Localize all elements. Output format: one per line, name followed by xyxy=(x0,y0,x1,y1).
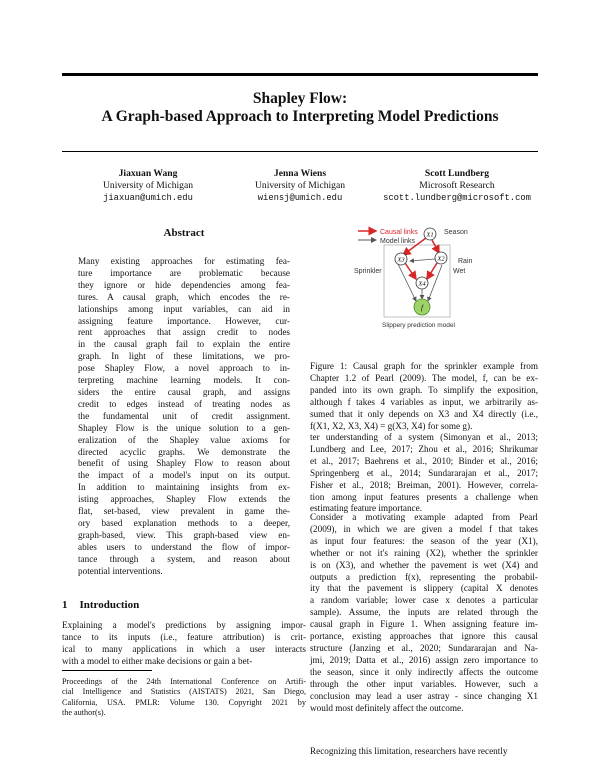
author-name: Scott Lundberg xyxy=(424,168,490,179)
footnote-rule xyxy=(62,670,152,671)
text-line: Chapter 1.2 of Pearl (2009). The model, f, can be ex- xyxy=(310,372,538,383)
text-line: tance to its inputs (i.e., feature attribution) is crit- xyxy=(62,631,306,642)
text-line: ity that the pavement is slippery (capital X denotes xyxy=(310,583,538,594)
footnote xyxy=(62,677,306,719)
label-rain: Rain xyxy=(458,258,473,265)
text-line: causal graph in Figure 1. When assigning feature im- xyxy=(310,619,538,630)
text-line: structure (Janzing et al., 2020; Sundararajan and Na- xyxy=(310,642,538,653)
text-line: directed acyclic graphs. We demonstrate the xyxy=(78,446,290,457)
text-line: ory based explanation methods to a deeper, xyxy=(78,517,290,528)
label-sprinkler: Sprinkler xyxy=(354,268,382,275)
author-block-1 xyxy=(78,168,218,204)
title-line-1: Shapley Flow: xyxy=(252,90,348,107)
node-x1 xyxy=(424,228,436,240)
text-line: outputs a prediction f(x), representing the probabil- xyxy=(310,571,538,582)
edge-x2-f xyxy=(428,265,442,301)
text-line: the author(s). xyxy=(62,708,106,718)
text-line: whether or not it's raining (X2), whether the sprinkler xyxy=(310,547,538,558)
text-line: Figure 1: Causal graph for the sprinkler example from xyxy=(310,361,538,371)
figure-1-causal-graph xyxy=(352,223,500,343)
title-bottom-rule xyxy=(62,151,538,152)
text-line: isting approaches, Shapley Flow extends the xyxy=(78,494,290,505)
text-line: benefit of using Shapley Flow to reason about xyxy=(78,458,290,469)
text-line: is on (X3), and whether the pavement is wet (X4) and xyxy=(310,559,538,570)
text-line: assigning feature importance. However, cur- xyxy=(78,315,290,326)
text-line: Explaining a model's predictions by assigning impor- xyxy=(62,620,306,630)
text-line: potential interventions. xyxy=(78,565,163,576)
text-line: graph. In light of these limitations, we pro- xyxy=(78,351,290,362)
text-line: the impact of a model's input on its output. xyxy=(78,470,290,481)
svg-text:X1: X1 xyxy=(426,231,434,239)
svg-text:X2: X2 xyxy=(437,255,445,263)
edge-x2-x4 xyxy=(427,263,437,279)
text-line: Fisher et al., 2018; Breiman, 2001). However, correla- xyxy=(310,479,538,490)
node-f xyxy=(414,299,430,315)
text-line: Consider a motivating example adapted from Pearl xyxy=(310,512,538,522)
text-line: Many existing approaches for estimating fea- xyxy=(78,256,290,266)
text-line: (2009), in which we are given a model f that takes xyxy=(310,523,538,534)
text-line: ter understanding of a system (Simonyan et al., 2013; xyxy=(310,432,538,442)
text-line: sample). Assume, the inputs are related through the xyxy=(310,607,538,618)
edge-x1-x2 xyxy=(432,240,439,253)
edge-x2-x3 xyxy=(410,259,435,261)
introduction-body xyxy=(62,620,306,668)
text-line: graph-based, view. This graph-based view en- xyxy=(78,529,290,540)
text-line: Lundberg and Lee, 2017; Zhou et al., 2016; Shrikumar xyxy=(310,443,538,454)
text-line: terpreting machine learning models. It con- xyxy=(78,375,290,386)
figure-1-caption xyxy=(310,361,538,432)
edge-x3-x4 xyxy=(405,263,416,279)
legend-causal-label: Causal links xyxy=(380,229,418,236)
right-paragraph-2 xyxy=(310,512,538,714)
section-number: 1 xyxy=(62,599,68,611)
author-name: Jiaxuan Wang xyxy=(118,168,178,179)
text-line: ical to many applications in which a user interacts xyxy=(62,643,306,654)
text-line: estimating feature importance. xyxy=(310,503,422,514)
paper-title xyxy=(62,90,538,126)
author-name: Jenna Wiens xyxy=(273,168,327,179)
text-line: et al., 2017; Baehrens et al., 2010; Binder et al., 2016; xyxy=(310,455,538,466)
text-line: they ignore or hide dependencies among fea- xyxy=(78,279,290,290)
text-line: credit to edges instead of treating nodes as xyxy=(78,398,290,409)
text-line: pose Shapley Flow, a novel approach to in- xyxy=(78,363,290,374)
author-affiliation: University of Michigan xyxy=(254,180,346,191)
author-affiliation: University of Michigan xyxy=(102,180,194,191)
title-line-2: A Graph-based Approach to Interpreting Model Predictions xyxy=(101,108,499,125)
node-x3 xyxy=(395,253,407,265)
text-line: lationships among input variables, can aid in xyxy=(78,303,290,314)
text-line: Shapley Flow is the unique solution to a gen- xyxy=(78,422,290,433)
abstract-body xyxy=(78,256,290,577)
section-title: Introduction xyxy=(79,599,140,611)
text-line: in the causal graph fail to explain the entire xyxy=(78,339,290,350)
text-line: Springenberg et al., 2014; Sundararajan et al., 2017; xyxy=(310,467,538,478)
text-line: f(X1, X2, X3, X4) = g(X3, X4) for some g). xyxy=(310,420,473,431)
svg-text:f: f xyxy=(421,304,423,312)
text-line: conclusion may lead a user astray - since changing X1 xyxy=(310,690,538,701)
text-line: would most definitely affect the outcome. xyxy=(310,702,464,713)
text-line: ture importance are problematic because xyxy=(78,267,290,278)
text-line: jmi, 2019; Datta et al., 2016) assign zero importance to xyxy=(310,654,538,665)
text-line: cial Intelligence and Statistics (AISTATS) 2021, San Diego, xyxy=(62,687,306,697)
abstract-heading: Abstract xyxy=(163,227,205,239)
text-line: sumed that it only depends on X3 and X4 directly (i.e., xyxy=(310,408,538,419)
text-line: portance, existing approaches that ignore this causal xyxy=(310,631,538,642)
text-line: California, USA. PMLR: Volume 130. Copyright 2021 by xyxy=(62,697,306,707)
author-email[interactable]: jiaxuan@umich.edu xyxy=(103,193,193,203)
text-line: with a model to either make decisions or gain a bet- xyxy=(62,655,253,666)
author-block-3 xyxy=(372,168,542,204)
text-line: panded into its own graph. To simplify the exposition, xyxy=(310,384,538,395)
text-line: Proceedings of the 24th International Conference on Artifi- xyxy=(62,677,306,686)
label-slippery: Slippery prediction model xyxy=(382,322,455,329)
svg-text:X4: X4 xyxy=(418,280,426,288)
author-block-2 xyxy=(230,168,370,204)
text-line: a random variable; lower case x denotes a particular xyxy=(310,595,538,606)
title-top-rule xyxy=(62,73,538,76)
text-line: the fundamental unit of credit assignment. xyxy=(78,410,290,421)
text-line: tance through a system, and reason about xyxy=(78,553,290,564)
text-line: ables users to understand the flow of impor- xyxy=(78,541,290,552)
legend-model-label: Model links xyxy=(380,238,416,245)
text-line: tures. A causal graph, which encodes the re- xyxy=(78,291,290,302)
text-line: Recognizing this limitation, researchers have recently xyxy=(310,746,508,756)
text-line: through the other input variables. However, such a xyxy=(310,678,538,689)
text-line: the season, since it only indirectly affects the outcome xyxy=(310,666,538,677)
right-paragraph-3 xyxy=(310,746,538,758)
right-paragraph-1 xyxy=(310,432,538,515)
text-line: as input four features: the season of the year (X1), xyxy=(310,535,538,546)
author-email[interactable]: scott.lundberg@microsoft.com xyxy=(383,193,531,203)
section-heading-introduction xyxy=(62,599,139,611)
text-line: eralization of the Shapley value axioms for xyxy=(78,434,290,445)
text-line: although f takes 4 variables as input, we arbitrarily as- xyxy=(310,396,538,407)
author-affiliation: Microsoft Research xyxy=(419,180,495,191)
node-x2 xyxy=(435,252,447,264)
label-season: Season xyxy=(444,229,468,236)
edge-x3-f xyxy=(398,264,416,301)
text-line: tion among input features presents a challenge when xyxy=(310,491,538,502)
label-wet: Wet xyxy=(453,268,466,275)
node-x4 xyxy=(416,277,428,289)
text-line: siders the entire causal graph, and assigns xyxy=(78,386,290,397)
text-line: In addition to maintaining insights from ex- xyxy=(78,482,290,493)
text-line: rent approaches that assign credit to nodes xyxy=(78,327,290,338)
text-line: flat, set-based, view prevalent in game the- xyxy=(78,506,290,517)
svg-text:X3: X3 xyxy=(397,256,405,264)
author-email[interactable]: wiensj@umich.edu xyxy=(257,193,343,203)
